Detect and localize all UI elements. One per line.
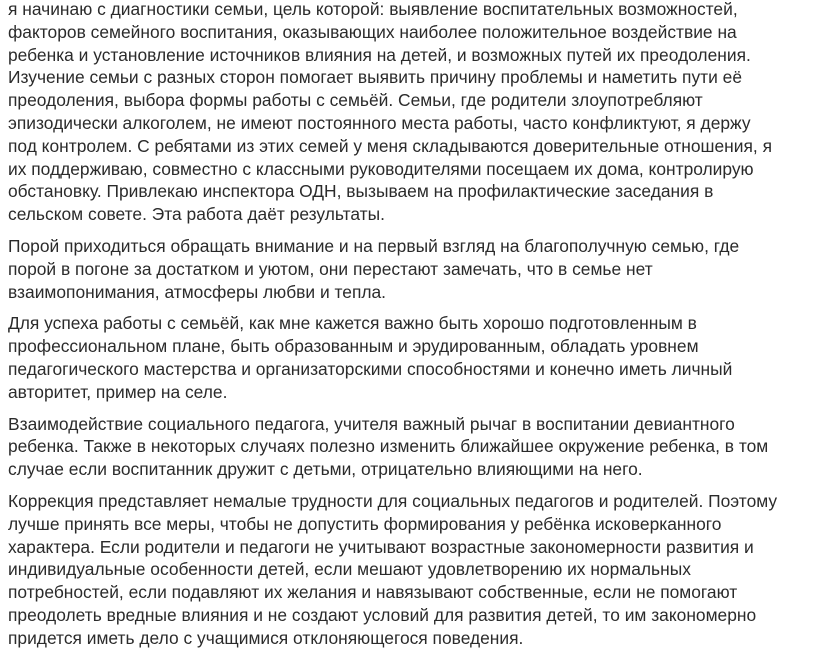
- paragraph-family-diagnostics: я начинаю с диагностики семьи, цель которой: выявление воспитательных возможностей, факторов семейного воспитания, оказывающих наиболее положительное воздействие на ребенка и установление источников влияния на детей, и возможных путей их преодоления. Изучение семьи с разных сторон помогает выявить причину проблемы и наметить пути её преодоления, выбора формы работы с семьёй. Семьи, где родители злоупотребляют эпизодически алкоголем, не имеют постоянного места работы, часто конфликтуют, я держу под контролем. С ребятами из этих семей у меня складываются доверительные отношения, я их поддерживаю, совместно с классными руководителями посещаем их дома, контролирую обстановку. Привлекаю инспектора ОДН, вызываем на профилактические заседания в сельском совете. Эта работа даёт результаты.: [8, 0, 772, 225]
- paragraph-prosperous-families: Порой приходиться обращать внимание и на первый взгляд на благополучную семью, где порой в погоне за достатком и уютом, они перестают замечать, что в семье нет взаимопонимания, атмосферы любви и тепла.: [8, 235, 740, 302]
- paragraph-success-factors: Для успеха работы с семьёй, как мне кажется важно быть хорошо подготовленным в профессиональном плане, быть образованным и эрудированным, обладать уровнем педагогического мастерства и организаторскими способностями и конечно иметь личный авторитет, пример на селе.: [8, 313, 733, 402]
- paragraph-correction: Коррекция представляет немалые трудности для социальных педагогов и родителей. Поэтому лучше принять все меры, чтобы не допустить формирования у ребёнка исковерканного характера. Если родители и педагоги не учитывают возрастные закономерности развития и индивидуальные особенности детей, если мешают удовлетворению их нормальных потребностей, если подавляют их желания и навязывают собственные, если не помогают преодолеть вредные влияния и не создают условий для развития детей, то им закономерно придется иметь дело с учащимися отклоняющегося поведения.: [8, 490, 778, 648]
- paragraph-interaction: Взаимодействие социального педагога, учителя важный рычаг в воспитании девиантного ребенка. Также в некоторых случаях полезно изменить ближайшее окружение ребенка, в том случае если воспитанник дружит с детьми, отрицательно влияющими на него.: [8, 413, 769, 480]
